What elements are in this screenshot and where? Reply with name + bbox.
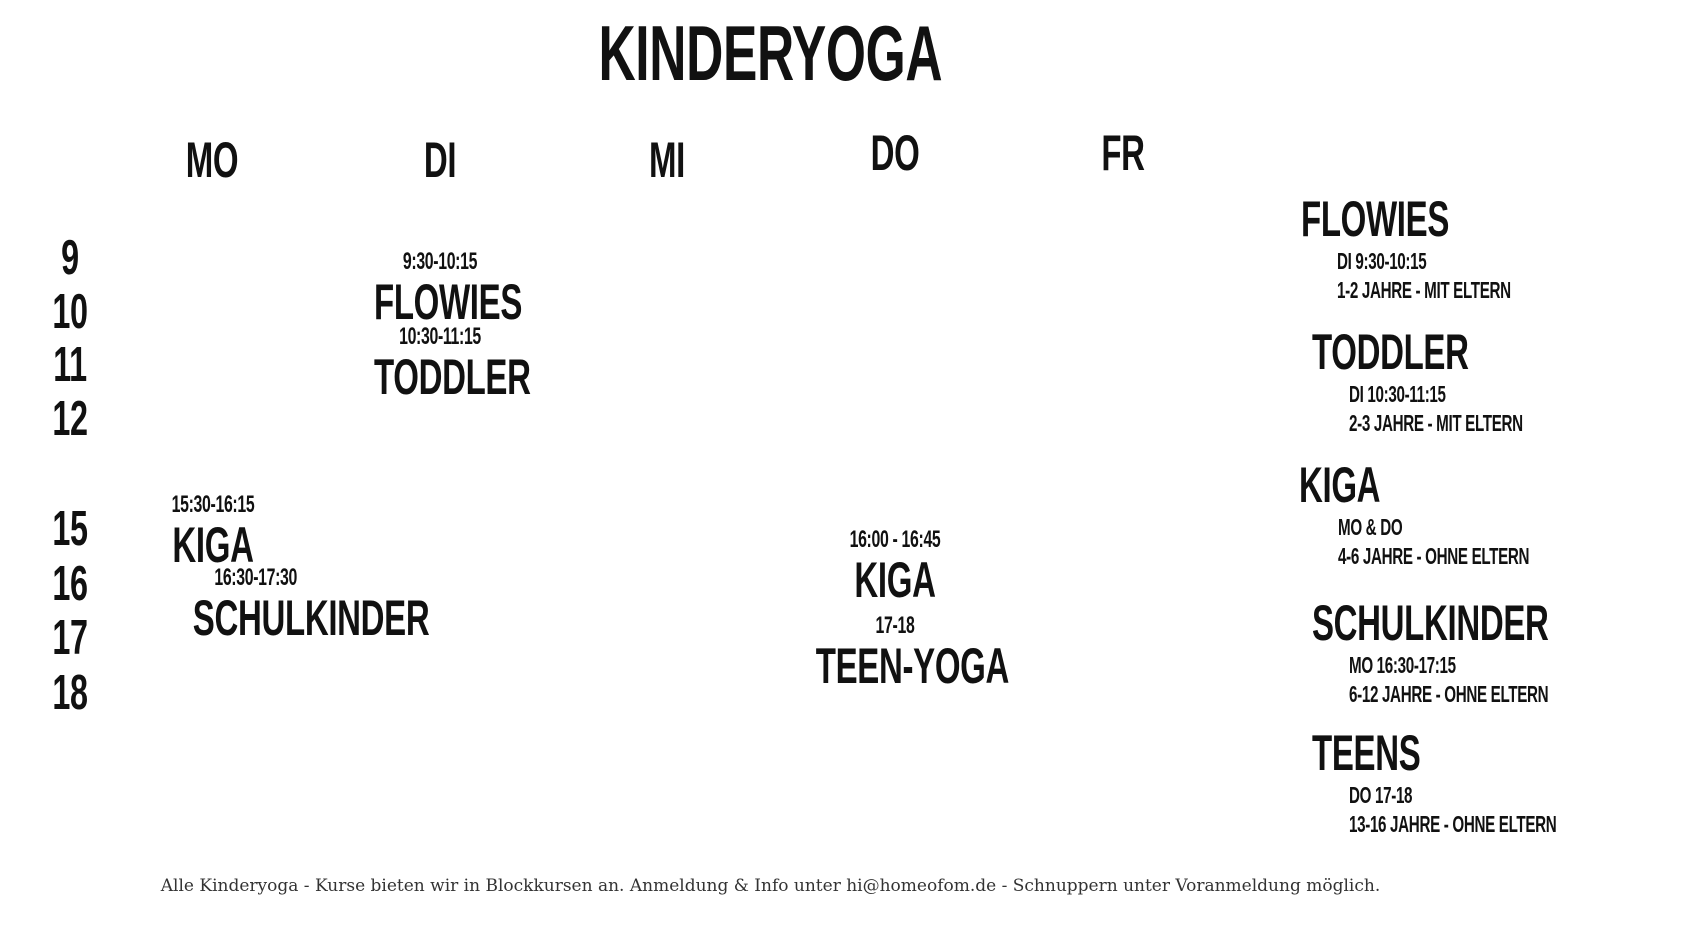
slot-time: 17-18 <box>875 612 915 639</box>
legend-title: TEENS <box>1312 725 1421 781</box>
legend-title: FLOWIES <box>1301 191 1450 247</box>
hour-label: 12 <box>52 392 88 446</box>
day-header-di: DI <box>423 132 457 188</box>
legend-title: KIGA <box>1299 457 1381 513</box>
hour-label: 9 <box>61 231 79 285</box>
legend-line: 1-2 JAHRE - MIT ELTERN <box>1337 277 1511 303</box>
schedule-slot-do-teen <box>775 612 1015 692</box>
hour-label: 16 <box>52 557 88 611</box>
hour-label: 17 <box>52 611 88 665</box>
legend-schulkinder <box>1312 595 1670 709</box>
hour-label: 15 <box>52 502 88 556</box>
legend-kiga <box>1299 457 1628 571</box>
page-title: KINDERYOGA <box>598 9 943 97</box>
slot-time: 9:30-10:15 <box>402 248 478 275</box>
legend-line: 13-16 JAHRE - OHNE ELTERN <box>1349 811 1557 837</box>
schedule-slot-di-toddler <box>340 323 540 403</box>
legend-title: SCHULKINDER <box>1312 595 1549 651</box>
day-header-mi: MI <box>648 132 685 188</box>
schedule-slot-di-flowies <box>340 248 540 328</box>
legend-line: DO 17-18 <box>1349 782 1413 808</box>
legend-line: MO & DO <box>1338 514 1403 540</box>
slot-time: 16:00 - 16:45 <box>849 526 941 553</box>
slot-time: 15:30-16:15 <box>171 491 255 518</box>
legend-line: 6-12 JAHRE - OHNE ELTERN <box>1349 681 1549 707</box>
legend-flowies <box>1301 191 1600 305</box>
hour-label: 18 <box>52 666 88 720</box>
legend-line: 2-3 JAHRE - MIT ELTERN <box>1349 410 1523 436</box>
footer-note: Alle Kinderyoga - Kurse bieten wir in Blockkursen an. Anmeldung & Info unter hi@homeofom.de - Schnuppern unter Voranmeldung möglich. <box>160 876 1381 896</box>
hour-label: 10 <box>52 285 88 339</box>
legend-line: DI 10:30-11:15 <box>1349 381 1446 407</box>
slot-time: 16:30-17:30 <box>214 564 298 591</box>
slot-name: FLOWIES <box>374 274 523 330</box>
legend-title: TODDLER <box>1312 324 1469 380</box>
legend-line: DI 9:30-10:15 <box>1337 248 1427 274</box>
legend-line: MO 16:30-17:15 <box>1349 652 1456 678</box>
schedule-slot-do-kiga <box>795 526 995 606</box>
schedule-slot-mo-kiga <box>113 491 313 571</box>
slot-name: KIGA <box>172 517 254 573</box>
day-header-do: DO <box>870 125 920 181</box>
legend-line: 4-6 JAHRE - OHNE ELTERN <box>1338 543 1530 569</box>
slot-time: 10:30-11:15 <box>399 323 481 350</box>
hour-label: 11 <box>53 338 87 392</box>
legend-toddler <box>1312 324 1612 438</box>
day-header-mo: MO <box>185 132 239 188</box>
day-header-fr: FR <box>1101 125 1145 181</box>
schedule-slot-mo-schulkinder <box>152 564 430 646</box>
legend-teens <box>1312 725 1663 839</box>
slot-name: TODDLER <box>374 349 531 405</box>
slot-name: KIGA <box>854 552 936 608</box>
slot-name: TEEN-YOGA <box>815 638 1010 694</box>
slot-name: SCHULKINDER <box>192 590 430 646</box>
